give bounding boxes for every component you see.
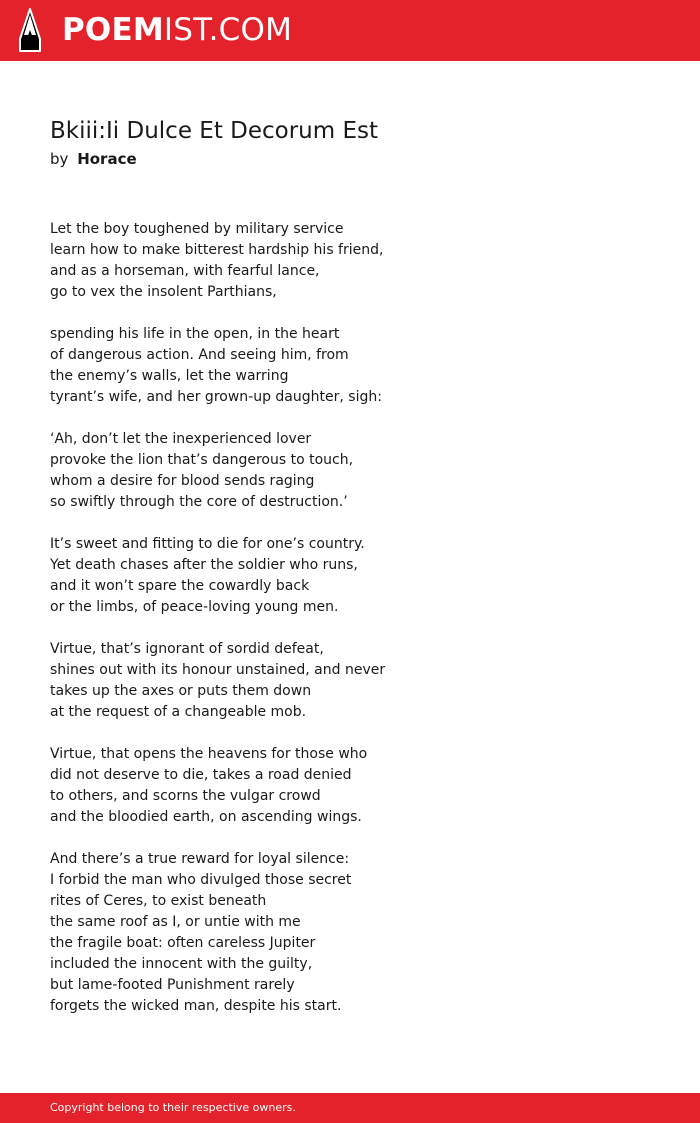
stanza (50, 429, 650, 513)
poem-title: Bkiii:Ii Dulce Et Decorum Est (50, 118, 379, 144)
poem-line: whom a desire for blood sends raging (50, 473, 315, 489)
poem-line: the same roof as I, or untie with me (50, 914, 301, 930)
stanza (50, 324, 650, 408)
stanza (50, 849, 650, 1017)
poem-line: included the innocent with the guilty, (50, 956, 313, 972)
poem-body (50, 219, 650, 1038)
poem-line: provoke the lion that’s dangerous to touch, (50, 452, 354, 468)
author-name: Horace (77, 150, 137, 168)
poem-line: so swiftly through the core of destruction.’ (50, 494, 348, 510)
footer-bar (0, 1093, 700, 1123)
stanza (50, 534, 650, 618)
poem-line: but lame-footed Punishment rarely (50, 977, 295, 993)
byline (50, 148, 137, 170)
poem-line: did not deserve to die, takes a road denied (50, 767, 352, 783)
poem-line: of dangerous action. And seeing him, from (50, 347, 349, 363)
poem-line: And there’s a true reward for loyal silence: (50, 851, 350, 867)
poem-line: spending his life in the open, in the heart (50, 326, 340, 342)
poem-line: Let the boy toughened by military service (50, 221, 344, 237)
logo-text-bold: POEM (62, 12, 164, 48)
by-label: by (50, 150, 69, 168)
poem-line: shines out with its honour unstained, and never (50, 662, 386, 678)
top-bar (0, 0, 700, 61)
poem-line: Virtue, that’s ignorant of sordid defeat, (50, 641, 324, 657)
logo-text-light: IST.COM (163, 12, 293, 48)
poem-line: to others, and scorns the vulgar crowd (50, 788, 321, 804)
poem-line: tyrant’s wife, and her grown-up daughter, sigh: (50, 389, 382, 405)
stanza (50, 744, 650, 828)
poem-line: Virtue, that opens the heavens for those who (50, 746, 368, 762)
poem-line: ‘Ah, don’t let the inexperienced lover (50, 431, 312, 447)
site-logo[interactable] (62, 11, 292, 49)
poem-line: and it won’t spare the cowardly back (50, 578, 310, 594)
poem-line: and the bloodied earth, on ascending wings. (50, 809, 362, 825)
poem-line: learn how to make bitterest hardship his friend, (50, 242, 384, 258)
poem-line: Yet death chases after the soldier who runs, (50, 557, 358, 573)
poem-line: rites of Ceres, to exist beneath (50, 893, 267, 909)
poem-line: the fragile boat: often careless Jupiter (50, 935, 316, 951)
poem-line: forgets the wicked man, despite his start. (50, 998, 342, 1014)
poem-line: and as a horseman, with fearful lance, (50, 263, 320, 279)
stanza (50, 639, 650, 723)
poem-line: I forbid the man who divulged those secret (50, 872, 352, 888)
poem-line: takes up the axes or puts them down (50, 683, 312, 699)
pencil-logo-icon[interactable] (18, 8, 42, 52)
poem-line: at the request of a changeable mob. (50, 704, 307, 720)
stanza (50, 219, 650, 303)
copyright-text: Copyright belong to their respective owners. (50, 1101, 296, 1114)
poem-line: go to vex the insolent Parthians, (50, 284, 277, 300)
poem-line: or the limbs, of peace-loving young men. (50, 599, 339, 615)
poem-line: It’s sweet and fitting to die for one’s country. (50, 536, 365, 552)
poem-line: the enemy’s walls, let the warring (50, 368, 289, 384)
